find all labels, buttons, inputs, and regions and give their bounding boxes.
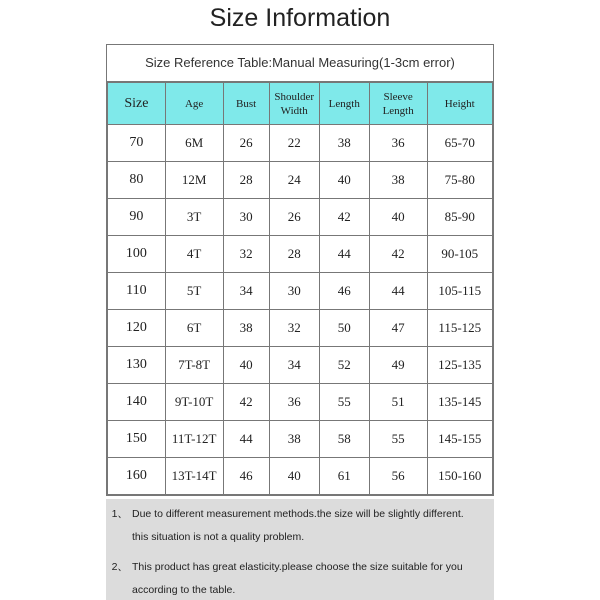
header-shoulder-width: Shoulder Width bbox=[269, 83, 319, 125]
header-age: Age bbox=[165, 83, 223, 125]
cell-length: 44 bbox=[319, 236, 369, 273]
cell-length: 58 bbox=[319, 421, 369, 458]
cell-shoulder-width: 34 bbox=[269, 347, 319, 384]
size-grid bbox=[107, 82, 493, 495]
cell-shoulder-width: 26 bbox=[269, 199, 319, 236]
cell-height: 75-80 bbox=[427, 162, 492, 199]
table-row bbox=[108, 421, 493, 458]
cell-length: 38 bbox=[319, 125, 369, 162]
note-1-line-1 bbox=[106, 506, 464, 521]
cell-age: 11T-12T bbox=[165, 421, 223, 458]
cell-age: 7T-8T bbox=[165, 347, 223, 384]
note-1-number: 1、 bbox=[111, 508, 128, 520]
cell-bust: 44 bbox=[223, 421, 269, 458]
cell-height: 115-125 bbox=[427, 310, 492, 347]
notes-box bbox=[106, 499, 494, 600]
cell-shoulder-width: 24 bbox=[269, 162, 319, 199]
cell-age: 13T-14T bbox=[165, 458, 223, 495]
cell-age: 5T bbox=[165, 273, 223, 310]
cell-sleeve-length: 38 bbox=[369, 162, 427, 199]
cell-size: 160 bbox=[108, 458, 166, 495]
cell-height: 105-115 bbox=[427, 273, 492, 310]
header-size: Size bbox=[108, 83, 166, 125]
note-1-line-2: this situation is not a quality problem. bbox=[132, 531, 305, 543]
cell-size: 110 bbox=[108, 273, 166, 310]
cell-bust: 40 bbox=[223, 347, 269, 384]
cell-sleeve-length: 49 bbox=[369, 347, 427, 384]
cell-length: 50 bbox=[319, 310, 369, 347]
size-table bbox=[106, 44, 494, 496]
cell-height: 135-145 bbox=[427, 384, 492, 421]
page-title: Size Information bbox=[209, 4, 391, 32]
cell-bust: 26 bbox=[223, 125, 269, 162]
cell-age: 12M bbox=[165, 162, 223, 199]
cell-shoulder-width: 40 bbox=[269, 458, 319, 495]
cell-bust: 28 bbox=[223, 162, 269, 199]
cell-sleeve-length: 40 bbox=[369, 199, 427, 236]
cell-length: 46 bbox=[319, 273, 369, 310]
table-row bbox=[108, 384, 493, 421]
cell-height: 85-90 bbox=[427, 199, 492, 236]
cell-size: 130 bbox=[108, 347, 166, 384]
cell-length: 52 bbox=[319, 347, 369, 384]
cell-length: 55 bbox=[319, 384, 369, 421]
cell-bust: 42 bbox=[223, 384, 269, 421]
cell-bust: 32 bbox=[223, 236, 269, 273]
cell-sleeve-length: 36 bbox=[369, 125, 427, 162]
table-row bbox=[108, 236, 493, 273]
cell-age: 6M bbox=[165, 125, 223, 162]
table-row bbox=[108, 125, 493, 162]
cell-age: 4T bbox=[165, 236, 223, 273]
cell-shoulder-width: 38 bbox=[269, 421, 319, 458]
cell-age: 6T bbox=[165, 310, 223, 347]
cell-height: 90-105 bbox=[427, 236, 492, 273]
note-2-line-2: according to the table. bbox=[132, 584, 236, 596]
cell-length: 40 bbox=[319, 162, 369, 199]
cell-shoulder-width: 28 bbox=[269, 236, 319, 273]
header-row bbox=[108, 83, 493, 125]
note-2-line-1 bbox=[106, 559, 463, 574]
table-row bbox=[108, 347, 493, 384]
cell-shoulder-width: 36 bbox=[269, 384, 319, 421]
note-2-number: 2、 bbox=[111, 561, 128, 573]
table-caption: Size Reference Table:Manual Measuring(1-3cm error) bbox=[107, 45, 493, 82]
cell-size: 150 bbox=[108, 421, 166, 458]
cell-size: 100 bbox=[108, 236, 166, 273]
cell-size: 70 bbox=[108, 125, 166, 162]
cell-height: 65-70 bbox=[427, 125, 492, 162]
cell-size: 80 bbox=[108, 162, 166, 199]
cell-height: 150-160 bbox=[427, 458, 492, 495]
cell-age: 3T bbox=[165, 199, 223, 236]
header-bust: Bust bbox=[223, 83, 269, 125]
table-row bbox=[108, 310, 493, 347]
cell-bust: 30 bbox=[223, 199, 269, 236]
table-row bbox=[108, 199, 493, 236]
cell-size: 120 bbox=[108, 310, 166, 347]
cell-length: 42 bbox=[319, 199, 369, 236]
cell-length: 61 bbox=[319, 458, 369, 495]
cell-sleeve-length: 42 bbox=[369, 236, 427, 273]
cell-size: 140 bbox=[108, 384, 166, 421]
note-2-text: This product has great elasticity.please choose the size suitable for you bbox=[132, 561, 463, 573]
note-1-text: Due to different measurement methods.the size will be slightly different. bbox=[132, 508, 464, 520]
cell-height: 145-155 bbox=[427, 421, 492, 458]
header-length: Length bbox=[319, 83, 369, 125]
cell-bust: 46 bbox=[223, 458, 269, 495]
header-sleeve-length: Sleeve Length bbox=[369, 83, 427, 125]
table-row bbox=[108, 162, 493, 199]
cell-height: 125-135 bbox=[427, 347, 492, 384]
cell-sleeve-length: 47 bbox=[369, 310, 427, 347]
cell-sleeve-length: 55 bbox=[369, 421, 427, 458]
cell-shoulder-width: 22 bbox=[269, 125, 319, 162]
cell-shoulder-width: 32 bbox=[269, 310, 319, 347]
cell-bust: 34 bbox=[223, 273, 269, 310]
cell-bust: 38 bbox=[223, 310, 269, 347]
cell-shoulder-width: 30 bbox=[269, 273, 319, 310]
cell-age: 9T-10T bbox=[165, 384, 223, 421]
cell-sleeve-length: 56 bbox=[369, 458, 427, 495]
table-row bbox=[108, 458, 493, 495]
table-row bbox=[108, 273, 493, 310]
header-height: Height bbox=[427, 83, 492, 125]
cell-size: 90 bbox=[108, 199, 166, 236]
cell-sleeve-length: 44 bbox=[369, 273, 427, 310]
cell-sleeve-length: 51 bbox=[369, 384, 427, 421]
